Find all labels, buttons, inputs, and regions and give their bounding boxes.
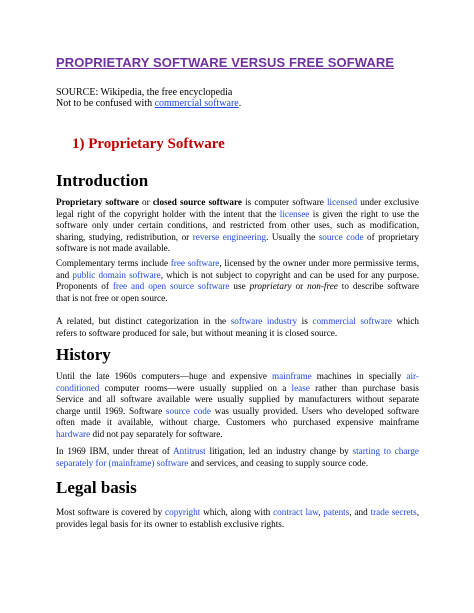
heading-history: History xyxy=(56,345,111,364)
air-conditioned-link-cont[interactable]: conditioned xyxy=(56,382,100,393)
source-line: SOURCE: Wikipedia, the free encyclopedia xyxy=(56,87,233,98)
text: , xyxy=(318,507,324,517)
text: and services, and ceasing to supply source code. xyxy=(188,457,368,468)
mainframe-link[interactable]: mainframe xyxy=(271,371,312,381)
document-title: PROPRIETARY SOFTWARE VERSUS FREE SOFWARE xyxy=(56,55,395,70)
commercial-software-link-2[interactable]: commercial software xyxy=(312,316,392,326)
text-line xyxy=(56,258,419,270)
text: machines in specially xyxy=(311,371,407,381)
text: computer rooms—were usually supplied on a xyxy=(99,382,292,393)
text-line xyxy=(56,270,419,282)
text: Proponents of xyxy=(56,281,113,292)
text: or xyxy=(291,281,308,292)
heading-introduction: Introduction xyxy=(56,171,149,190)
text: use xyxy=(229,281,250,292)
free-and-open-source-software-link[interactable]: free and open source software xyxy=(112,281,230,292)
text: , and xyxy=(349,507,371,517)
text-line xyxy=(56,507,419,519)
public-domain-software-link[interactable]: public domain software xyxy=(72,269,161,280)
text: , licensed by the owner under more permissive terms, xyxy=(219,258,419,268)
text-line: software is not made available. xyxy=(56,243,171,254)
text: . Usually the xyxy=(266,231,319,242)
text: which, along with xyxy=(200,507,274,517)
text-line: that is not free or open source. xyxy=(56,292,168,303)
text: or xyxy=(138,197,153,207)
text-line xyxy=(56,371,419,383)
italic-term: non-free xyxy=(307,281,338,292)
text: is computer software xyxy=(241,197,327,207)
text-line: refers to software produced for sale, but without meaning it is closed source. xyxy=(56,327,338,338)
text: litigation, led an industry change by xyxy=(205,446,353,456)
text: under exclusive xyxy=(357,197,419,207)
not-confused-text: Not to be confused with xyxy=(56,98,155,109)
text-line xyxy=(56,209,419,221)
reverse-engineering-link[interactable]: reverse engineering xyxy=(192,231,267,242)
text: to describe software xyxy=(337,281,420,292)
patents-link[interactable]: patents xyxy=(323,507,350,517)
text: , xyxy=(416,507,420,517)
lease-link[interactable]: lease xyxy=(291,382,310,393)
history-paragraph-1 xyxy=(56,371,419,441)
trade-secrets-link[interactable]: trade secrets xyxy=(370,507,417,517)
free-software-link[interactable]: free software xyxy=(170,258,220,268)
text: is given the right to use the xyxy=(309,208,420,219)
text: Until the late 1960s computers—huge and expensive xyxy=(56,371,272,381)
text-line: provides legal basis for its owner to establish exclusive rights. xyxy=(56,518,285,529)
separately-for-mainframe-software-link[interactable]: separately for (mainframe) software xyxy=(56,457,189,468)
text: rather than purchase basis xyxy=(309,382,420,393)
text: legal right of the copyright holder with the intent that the xyxy=(56,208,280,219)
hardware-link[interactable]: hardware xyxy=(56,428,91,439)
text-line: software only under certain conditions, and restricted from other uses, such as modification, xyxy=(56,220,419,231)
copyright-link[interactable]: copyright xyxy=(165,507,201,517)
commercial-software-link[interactable]: commercial software xyxy=(154,98,239,109)
licensed-link[interactable]: licensed xyxy=(326,197,358,207)
intro-paragraph-3 xyxy=(56,316,419,339)
source-note xyxy=(56,87,241,109)
text: A related, but distinct categorization in the xyxy=(56,316,231,326)
text-line xyxy=(56,383,419,395)
text: was usually provided. Users who developed software xyxy=(210,405,420,416)
intro-paragraph-1 xyxy=(56,197,419,255)
antitrust-link[interactable]: Antitrust xyxy=(173,446,206,456)
text-line xyxy=(56,281,419,293)
not-confused-line xyxy=(56,98,241,109)
source-code-link-2[interactable]: source code xyxy=(165,405,211,416)
text: sharing, studying, redistribution, or xyxy=(56,231,193,242)
section-heading: 1) Proprietary Software xyxy=(72,136,225,152)
text-line xyxy=(56,406,419,418)
source-code-link[interactable]: source code xyxy=(318,231,364,242)
text: , which is not subject to copyright and can be used for any purpose. xyxy=(160,269,420,280)
text: Complementary terms include xyxy=(56,258,171,268)
text-line xyxy=(56,232,419,244)
text: is xyxy=(297,316,313,326)
period: . xyxy=(238,98,242,109)
text: Most software is covered by xyxy=(56,507,166,517)
text: did not pay separately for software. xyxy=(90,428,223,439)
text-line xyxy=(56,446,419,458)
text: charge until 1969. Software xyxy=(56,405,166,416)
licensee-link[interactable]: licensee xyxy=(279,208,310,219)
software-industry-link[interactable]: software industry xyxy=(230,316,298,326)
text-line: often made it available, without charge. Customers who purchased expensive mainframe xyxy=(56,417,419,428)
intro-paragraph-2 xyxy=(56,258,419,304)
italic-term: proprietary xyxy=(249,281,292,292)
text-line xyxy=(56,429,419,441)
legal-paragraph-1 xyxy=(56,507,419,530)
text-line: Service and all software available were usually supplied by manufacturers without separate xyxy=(56,394,419,405)
text-line xyxy=(56,197,419,209)
starting-to-charge-link[interactable]: starting to charge xyxy=(352,446,419,456)
text: of proprietary xyxy=(363,231,420,242)
text: and xyxy=(56,269,73,280)
text: In 1969 IBM, under threat of xyxy=(56,446,174,456)
text: which xyxy=(391,316,420,326)
contract-law-link[interactable]: contract law xyxy=(273,507,319,517)
air-conditioned-link[interactable]: air- xyxy=(406,371,419,381)
text-line xyxy=(56,458,419,470)
text-line xyxy=(56,316,419,328)
heading-legal-basis: Legal basis xyxy=(56,478,137,497)
bold-term: Proprietary software xyxy=(56,197,139,207)
history-paragraph-2 xyxy=(56,446,419,469)
bold-term: closed source software xyxy=(152,197,242,207)
